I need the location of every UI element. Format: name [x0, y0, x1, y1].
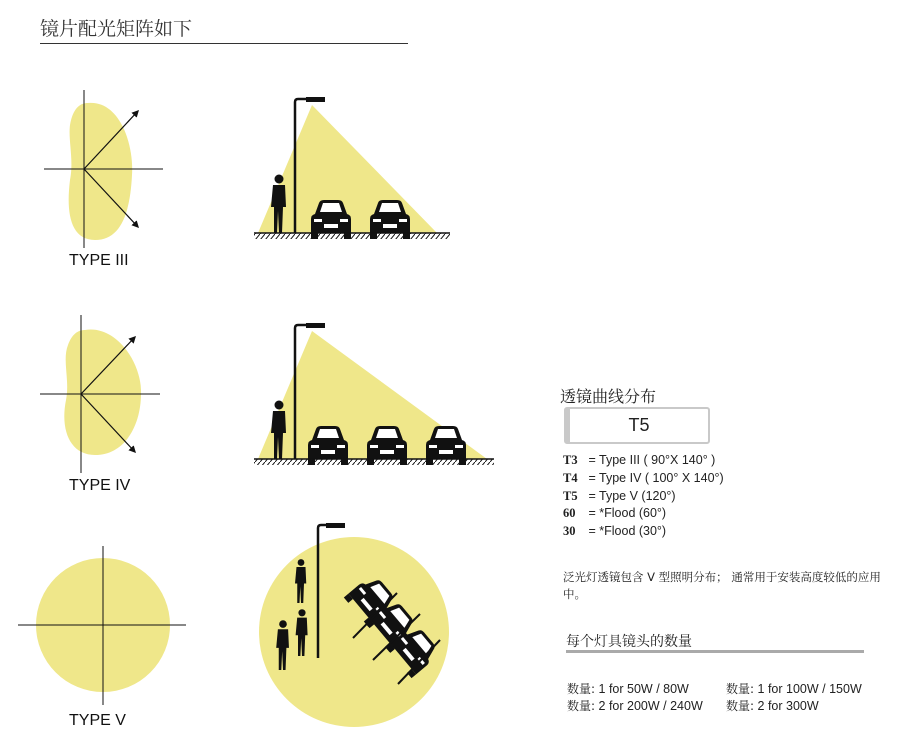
quantity-item: 数量: 1 for 50W / 80W [567, 682, 689, 696]
type-iv-label: TYPE IV [69, 477, 131, 494]
legend-item: T3 = Type III ( 90°X 140° ) [563, 453, 716, 467]
quantity-title: 每个灯具镜头的数量 [566, 634, 692, 650]
flood-lens-note: 泛光灯透镜包含 V 型照明分布； 通常用于安装高度较低的应用中。 [563, 570, 881, 601]
page-title: 镜片配光矩阵如下 [40, 18, 193, 40]
type-v-scene [259, 523, 449, 727]
type-v-distribution [18, 546, 186, 705]
quantity-item: 数量: 2 for 300W [726, 699, 819, 713]
type-v-label: TYPE V [69, 712, 126, 729]
legend-item: 60 = *Flood (60°) [563, 506, 667, 521]
tab-t5[interactable]: T5 [564, 407, 710, 444]
legend-item: T4 = Type IV ( 100° X 140°) [563, 470, 724, 485]
quantity-item: 数量: 2 for 200W / 240W [567, 699, 703, 713]
type-iv-distribution [40, 315, 160, 473]
quantity-underline [566, 650, 864, 653]
legend-item: T5 = Type V (120°) [563, 488, 676, 503]
lens-legend [563, 452, 724, 541]
type-iii-label: TYPE III [69, 252, 129, 269]
quantity-item: 数量: 1 for 100W / 150W [726, 682, 862, 696]
legend-item: 30 = *Flood (30°) [563, 524, 667, 539]
type-iv-scene [254, 323, 494, 465]
type-iii-distribution [44, 90, 163, 248]
type-iii-scene [254, 97, 450, 239]
lens-curve-title: 透镜曲线分布 [560, 387, 657, 406]
